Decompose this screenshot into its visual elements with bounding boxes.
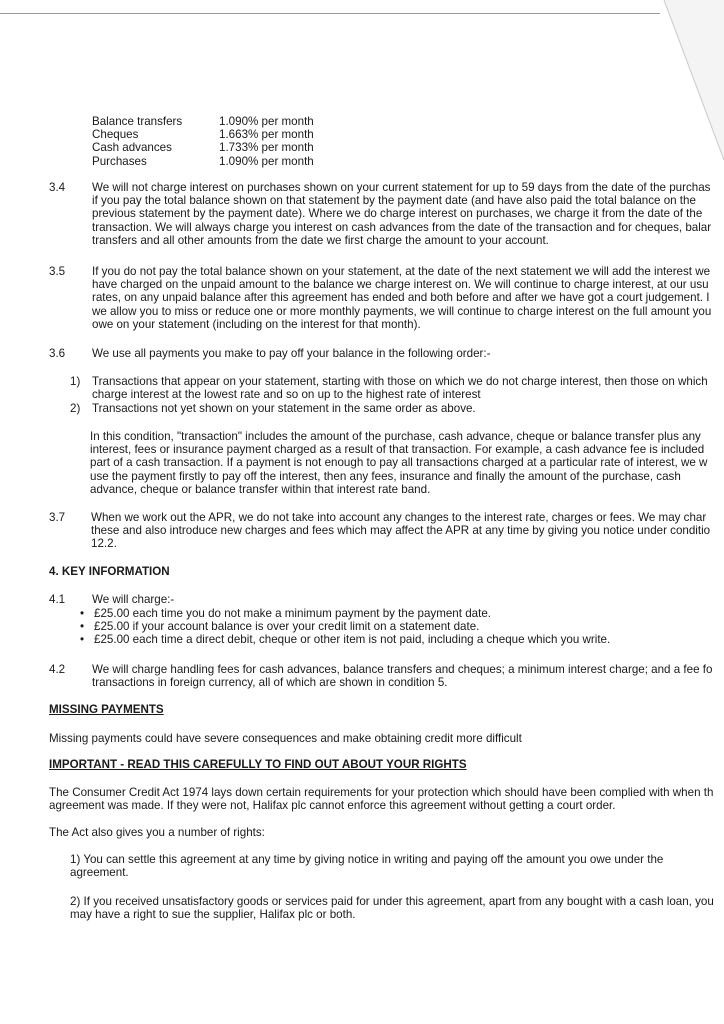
rights-intro: The Act also gives you a number of rights: [49,826,265,839]
transaction-definition: In this condition, "transaction" includes the amount of the purchase, cash advance, cheque or balance transfer plus any interest, fees or insurance payment charged as a result of that transaction. For example, a cash advance fee is included part of a cash transaction. If a payment is not enough to pay all transactions charged at a particular rate of interest, we w use the payment firstly to pay off the interest, then any fees, insurance and finally the amount of the purchase, cash advance, cheque or balance transfer within that interest rate band. [90,430,708,496]
order-item: Transactions not yet shown on your statement in the same order as above. [92,402,476,415]
missing-payments-text: Missing payments could have severe consequences and make obtaining credit more difficult [49,732,522,745]
right-1: 1) You can settle this agreement at any time by giving notice in writing and paying off the amount you owe under the agreement. [70,853,664,880]
list-number: 1) [70,375,81,388]
consumer-credit-act-text: The Consumer Credit Act 1974 lays down certain requirements for your protection which should have been complied with when th agreement was made. If they were not, Halifax plc cannot enforce this agreement without getting a court order. [49,786,714,813]
important-heading: IMPORTANT - READ THIS CAREFULLY TO FIND OUT ABOUT YOUR RIGHTS [49,758,467,771]
clause-3-6: We use all payments you make to pay off your balance in the following order:- [92,347,491,360]
list-item: • £25.00 each time a direct debit, cheque or other item is not paid, including a cheque which you write. [80,633,610,646]
list-number: 2) [70,402,81,415]
section-heading: 4. KEY INFORMATION [49,565,170,578]
rate-row: Purchases 1.090% per month [92,154,314,168]
list-item: • £25.00 each time you do not make a minimum payment by the payment date. [80,607,610,620]
rates-table [92,115,314,168]
clause-number: 3.5 [49,265,66,278]
scan-edge-line [0,13,660,14]
order-item: Transactions that appear on your statement, starting with those on which we do not charge interest, then those on which charge interest at the lowest rate and so on up to the highest rate of interest [92,375,708,402]
rate-row: Cheques 1.663% per month [92,128,314,142]
clause-number: 4.1 [49,593,66,606]
list-item: • £25.00 if your account balance is over your credit limit on a statement date. [80,620,610,633]
rate-row: Balance transfers 1.090% per month [92,115,314,128]
clause-4-1: We will charge:- [92,593,175,606]
scan-page-corner [644,0,724,160]
clause-number: 4.2 [49,663,66,676]
rate-row: Cash advances 1.733% per month [92,141,314,155]
clause-3-4: We will not charge interest on purchases shown on your current statement for up to 59 days from the date of the purchas if you pay the total balance shown on that statement by the payment date (and have also paid the total balance on the previous statement by the payment date). Where we do charge interest on purchases, we charge it from the date of the transaction. We will always charge you interest on cash advances from the date of the transaction and for cheques, balar transfers and all other amounts from the date we first charge the amount to your account. [92,181,712,247]
missing-payments-heading: MISSING PAYMENTS [49,703,164,716]
clause-3-7: When we work out the APR, we do not take into account any changes to the interest rate, charges or fees. We may char these and also introduce new charges and fees which may affect the APR at any time by giving you notice under conditio 12.2. [91,511,711,551]
right-2: 2) If you received unsatisfactory goods or services paid for under this agreement, apart from any bought with a cash loan, you may have a right to sue the supplier, Halifax plc or both. [70,895,714,922]
charges-list [80,607,610,647]
clause-number: 3.7 [49,511,66,524]
clause-3-5: If you do not pay the total balance shown on your statement, at the date of the next statement we will add the interest we have charged on the unpaid amount to the balance we charge interest on. We will continue to charge interest, at our usu rates, on any unpaid balance after this agreement has ended and both before and after we have got a court judgement. I we allow you to miss or reduce one or more monthly payments, we will continue to charge interest on the full amount you owe on your statement (including on the interest for that month). [92,265,712,331]
clause-number: 3.4 [49,181,66,194]
clause-number: 3.6 [49,347,66,360]
clause-4-2: We will charge handling fees for cash advances, balance transfers and cheques; a minimum interest charge; and a fee fo transactions in foreign currency, all of which are shown in condition 5. [92,663,713,690]
